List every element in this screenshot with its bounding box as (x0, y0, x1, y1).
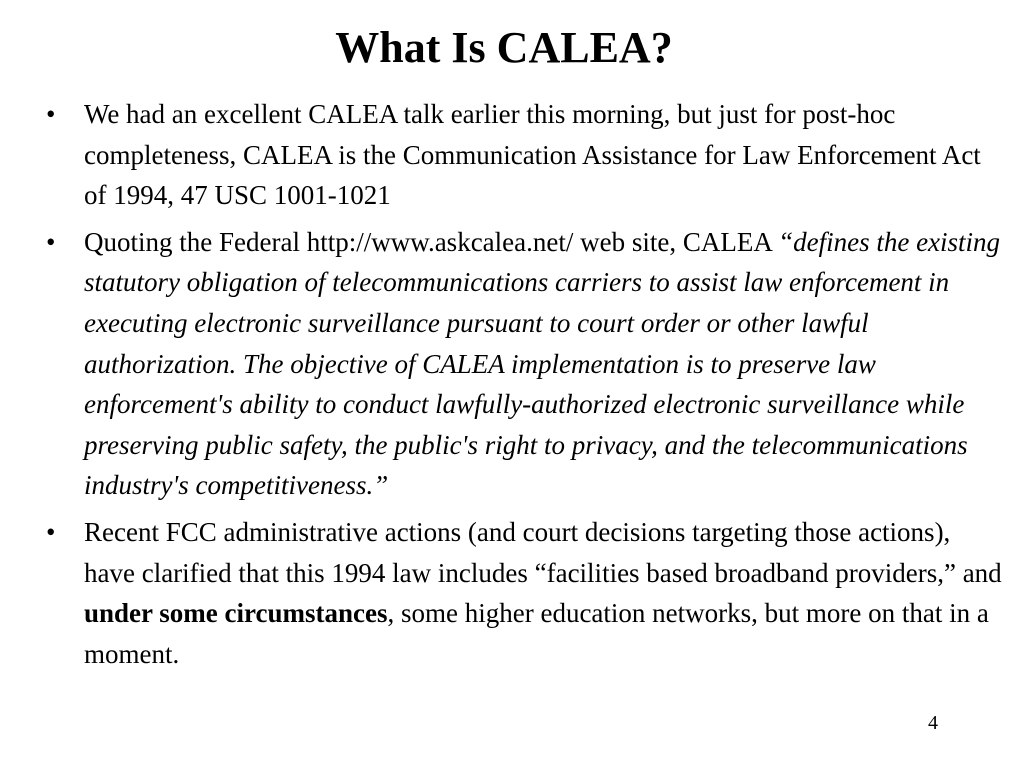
bullet-marker: • (46, 516, 56, 547)
slide-number: 4 (928, 712, 938, 734)
bullet-marker: • (46, 99, 56, 129)
bullet-list (46, 94, 1006, 680)
quoted-passage: “defines the existing statutory obligation of telecommunications carriers to assist law enforcement in executing electronic surveillance pursuant to court order or other lawful authorization. The objective of CALEA implementation is to preserve law enforcement's ability to conduct lawfully-authorized electronic surveillance while preserving public safety, the public's right to privacy, and the telecommunications industry's competitiveness.” (84, 226, 1001, 501)
emphasized-text: under some circumstances (84, 598, 388, 629)
slide-title: What Is CALEA? (335, 23, 673, 72)
bullet-item-federal-quote (46, 222, 1006, 506)
fcc-tail-text: , some higher education networks, but more on that in a moment. (84, 598, 989, 669)
bullet-item-calea-definition (46, 94, 1006, 216)
bullet-marker: • (46, 226, 56, 257)
bullet-text (84, 512, 1006, 674)
bullet-text (84, 222, 1006, 506)
fcc-lead-text: Recent FCC administrative actions (and court decisions targeting those actions), have clarified that this 1994 law includes “facilities based broadband providers,” and (84, 516, 1002, 588)
bullet-item-fcc-actions (46, 512, 1006, 674)
quote-lead-text: Quoting the Federal http://www.askcalea.net/ web site, CALEA (84, 226, 779, 257)
bullet-text: We had an excellent CALEA talk earlier this morning, but just for post-hoc completeness, CALEA is the Communication Assistance for Law Enforcement Act of 1994, 47 USC 1001-1021 (84, 99, 981, 211)
